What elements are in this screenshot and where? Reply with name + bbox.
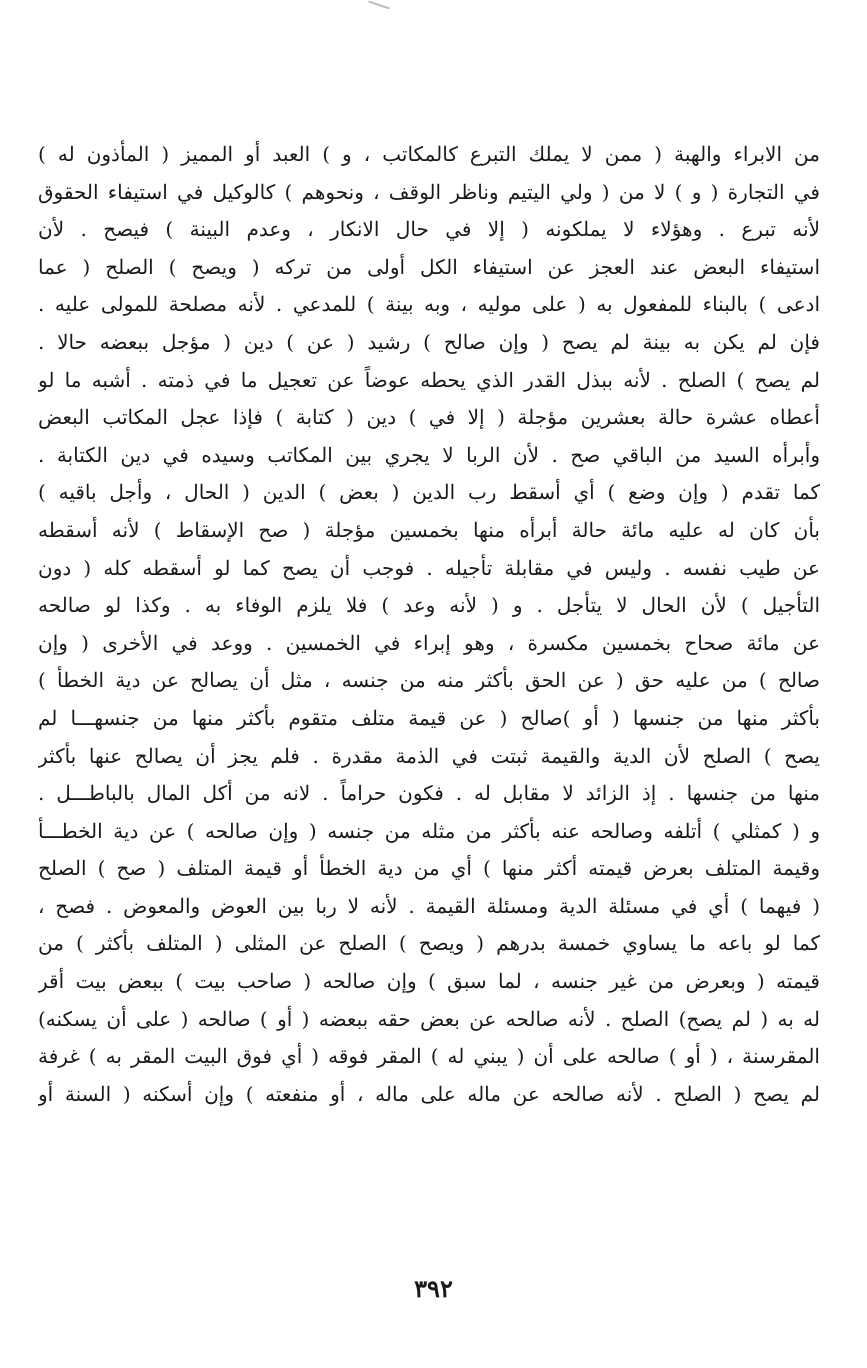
text-line-20: وقيمة المتلف بعرض قيمته أكثر منها ) أي من دية الخطأ أو قيمة المتلف ( صح ) الصلح: [38, 856, 820, 881]
text-line-19: و ( كمثلي ) أتلفه وصالحه عنه بأكثر من مثله من جنسه ( وإن صالحه ) عن دية الخطـــأ: [38, 818, 820, 843]
text-line-16: بأكثر منها من جنسها ( أو )صالح ( عن قيمة متلف متقوم بأكثر منها من جنسهـــا لم: [38, 705, 820, 730]
body-text: [38, 136, 820, 1113]
text-line-25: المقرسنة ، ( أو ) صالحه على أن ( يبني له ) المقر فوقه ( أي فوق البيت المقر به ) غرفة: [38, 1044, 820, 1069]
text-line-23: قيمته ( وبعرض من غير جنسه ، لما سبق ) وإن صالحه ( صاحب بيت ) ببعض بيت أقر: [38, 969, 820, 994]
text-line-14: عن مائة صحاح بخمسين مكسرة ، وهو إبراء في الخمسين . ووعد في الأخرى ( وإن: [38, 630, 820, 655]
text-line-13: التأجيل ) لأن الحال لا يتأجل . و ( لأنه وعد ) فلا يلزم الوفاء به . وكذا لو صالحه: [38, 593, 820, 618]
text-line-21: ( فيهما ) أي في مسئلة الدية ومسئلة القيمة . لأنه لا ربا بين العوض والمعوض . فصح ،: [38, 893, 820, 918]
text-line-22: كما لو باعه ما يساوي خمسة بدرهم ( ويصح ) الصلح عن المثلى ( المتلف بأكثر ) من: [38, 931, 820, 956]
scan-artifact: [368, 1, 390, 10]
text-line-4: استيفاء البعض عند العجز عن استيفاء الكل أولى من تركه ( ويصح ) الصلح ( عما: [38, 254, 820, 279]
text-line-2: في التجارة ( و ) لا من ( ولي اليتيم وناظر الوقف ، ونحوهم ) كالوكيل في استيفاء الحقوق: [38, 179, 820, 204]
text-line-7: لم يصح ) الصلح . لأنه ببذل القدر الذي يحطه عوضاً عن تعجيل ما في ذمته . أشبه ما لو: [38, 367, 820, 392]
text-line-15: صالح ) من عليه حق ( عن الحق بأكثر منه من جنسه ، مثل أن يصالح عن دية الخطأ ): [38, 668, 820, 693]
text-line-12: عن طيب نفسه . وليس في مقابلة تأجيله . فوجب أن يصح كما لو أسقطه كله ( دون: [38, 555, 820, 580]
text-line-5: ادعى ) بالبناء للمفعول به ( على موليه ، وبه بينة ) للمدعي . لأنه مصلحة للمولى عليه .: [38, 292, 820, 317]
text-line-9: وأبرأه السيد من الباقي صح . لأن الربا لا يجري بين المكاتب وسيده في دين الكتابة .: [38, 442, 820, 467]
page-number: ٣٩٢: [414, 1274, 453, 1303]
text-line-6: فإن لم يكن به بينة لم يصح ( وإن صالح ) رشيد ( عن ) دين ( مؤجل ببعضه حالا .: [38, 329, 820, 354]
text-line-17: يصح ) الصلح لأن الدية والقيمة ثبتت في الذمة مقدرة . فلم يجز أن يصالح عنها بأكثر: [38, 743, 820, 768]
text-line-26: لم يصح ( الصلح . لأنه صالحه عن ماله على ماله ، أو منفعته ) وإن أسكنه ( السنة أو: [38, 1081, 820, 1106]
text-line-18: منها من جنسها . إذ الزائد لا مقابل له . فكون حراماً . لانه من أكل المال بالباطـــل .: [38, 781, 820, 806]
text-line-3: لأنه تبرع . وهؤلاء لا يملكونه ( إلا في حال الانكار ، وعدم البينة ) فيصح . لأن: [38, 217, 820, 242]
text-line-1: من الابراء والهبة ( ممن لا يملك التبرع كالمكاتب ، و ) العبد أو المميز ( المأذون له ): [38, 142, 820, 166]
text-line-24: له به ( لم يصح) الصلح . لأنه صالحه عن بعض حقه ببعضه ( أو ) صالحه ( على أن يسكنه): [38, 1006, 820, 1031]
text-line-10: كما تقدم ( وإن وضع ) أي أسقط رب الدين ( بعض ) الدين ( الحال ، وأجل باقيه ): [38, 480, 820, 505]
text-line-8: أعطاه عشرة حالة بعشرين مؤجلة ( إلا في ) دين ( كتابة ) فإذا عجل المكاتب البعض: [38, 405, 820, 430]
text-line-11: بأن كان له عليه مائة حالة أبرأه منها بخمسين مؤجلة ( صح الإسقاط ) لأنه أسقطه: [38, 517, 820, 542]
